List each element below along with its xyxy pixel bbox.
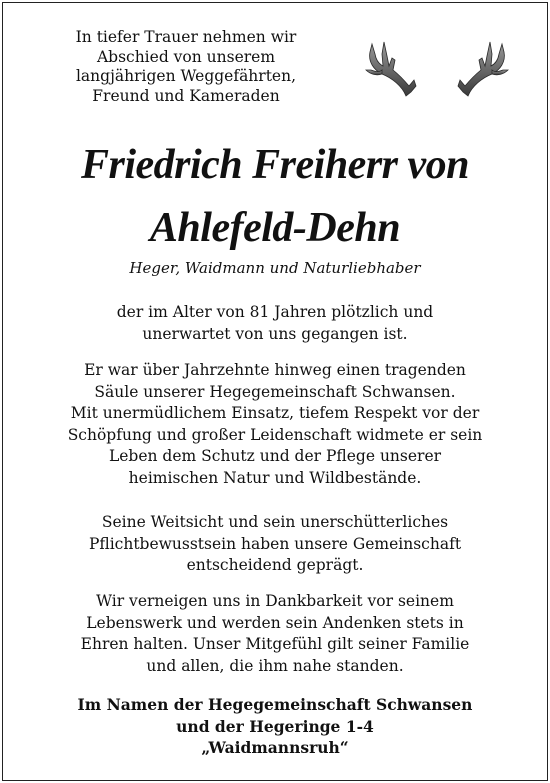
text-line: und allen, die ihm nahe standen.	[146, 656, 404, 675]
text-line: Säule unserer Hegegemeinschaft Schwansen.	[94, 382, 456, 401]
paragraph-gratitude	[20, 591, 530, 677]
signature-line: und der Hegeringe 1-4	[176, 716, 374, 736]
text-line: Pflichtbewusstsein haben unsere Gemeinschaft	[88, 534, 462, 553]
signature-line: „Waidmannsruh“	[201, 738, 349, 757]
text-line: Lebenswerk und werden sein Andenken stets in	[86, 613, 464, 632]
subtitle: Heger, Waidmann und Naturliebhaber	[129, 259, 421, 277]
paragraph-merits	[20, 360, 530, 489]
paragraph-age	[20, 302, 530, 345]
intro-line: langjährigen Weggefährten,	[75, 67, 297, 85]
intro-line: Abschied von unserem	[96, 47, 276, 66]
text-line: Ehren halten. Unser Mitgefühl gilt seiner Familie	[80, 635, 470, 653]
text-line: Mit unermüdlichem Einsatz, tiefem Respekt vor der	[70, 404, 480, 422]
text-line: der im Alter von 81 Jahren plötzlich und	[116, 303, 434, 321]
intro-line: Freund und Kameraden	[92, 86, 280, 105]
text-line: heimischen Natur und Wildbestände.	[128, 468, 422, 487]
signature-block	[20, 694, 530, 759]
antlers-icon	[362, 30, 512, 100]
deceased-name-line1: Friedrich Freiherr von	[80, 142, 470, 188]
deceased-name-line2: Ahlefeld-Dehn	[149, 205, 401, 251]
signature-line: Im Namen der Hegegemeinschaft Schwansen	[77, 695, 473, 714]
text-line: Seine Weitsicht und sein unerschütterliches	[101, 513, 449, 531]
text-line: Leben dem Schutz und der Pflege unserer	[108, 447, 442, 465]
intro-line: In tiefer Trauer nehmen wir	[75, 28, 297, 46]
text-line: Wir verneigen uns in Dankbarkeit vor seinem	[96, 592, 454, 610]
text-line: entscheidend geprägt.	[186, 556, 364, 574]
intro-text	[36, 28, 336, 106]
text-line: Er war über Jahrzehnte hinweg einen tragenden	[84, 361, 466, 379]
text-line: Schöpfung und großer Leidenschaft widmete er sein	[67, 425, 483, 444]
text-line: unerwartet von uns gegangen ist.	[142, 324, 408, 343]
paragraph-vision	[20, 512, 530, 577]
